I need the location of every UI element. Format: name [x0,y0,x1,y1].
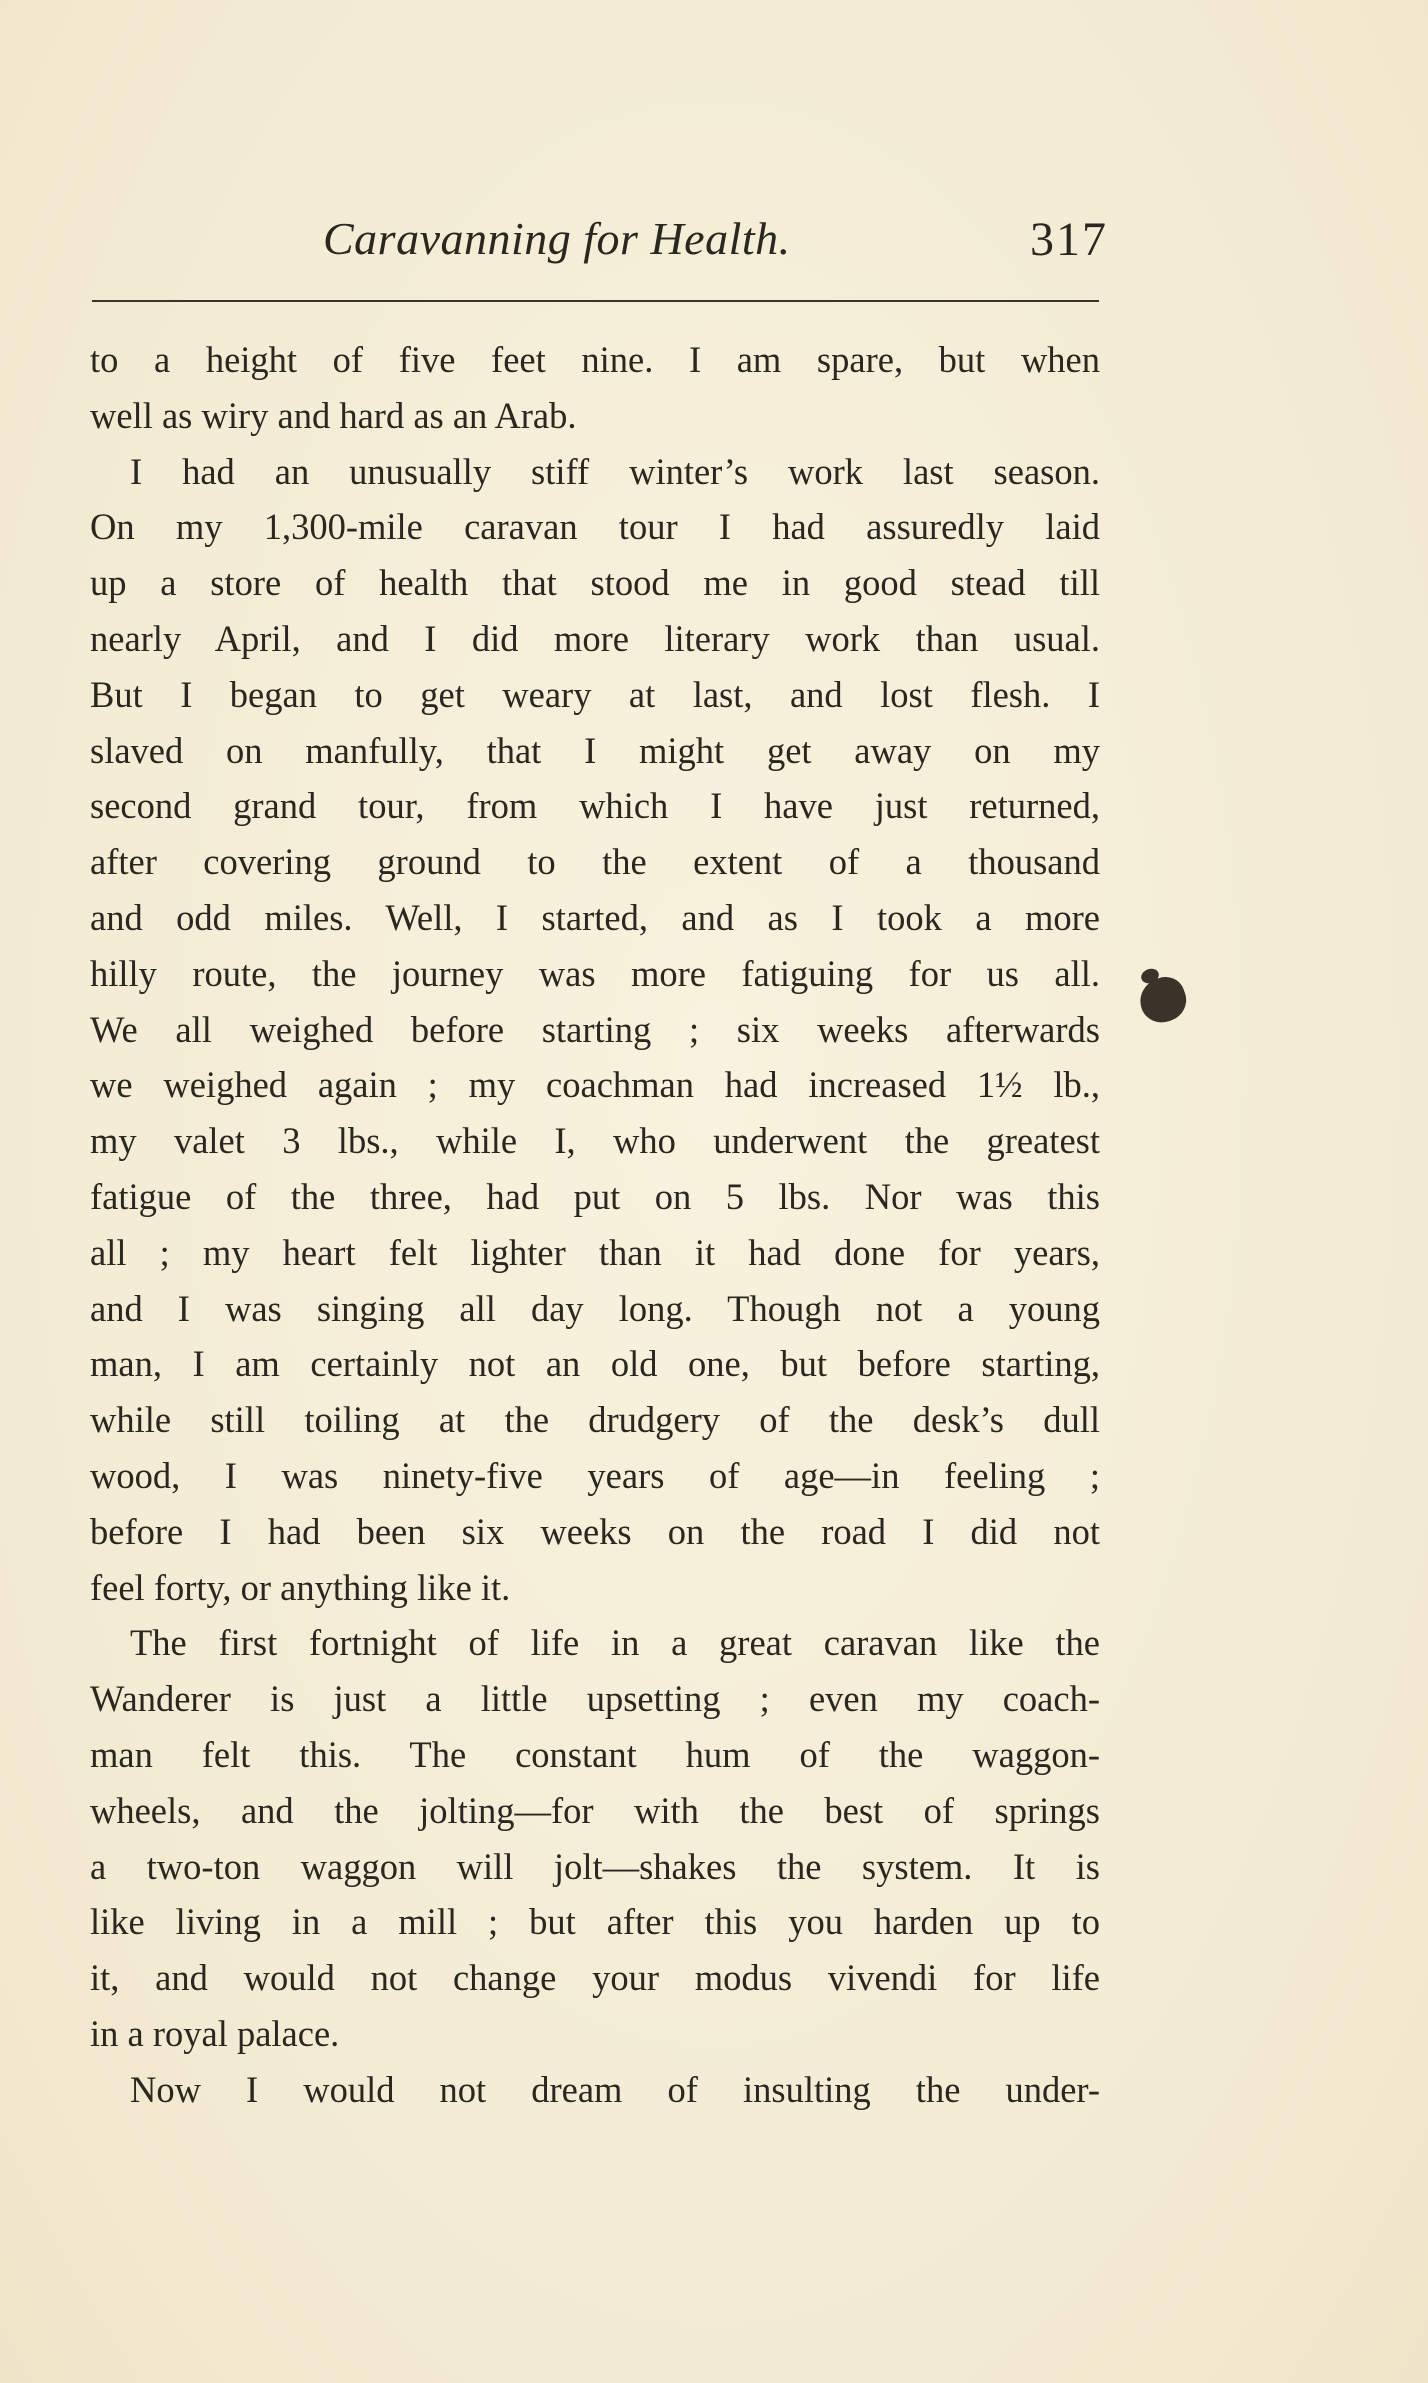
text-line: and odd miles. Well, I started, and as I took a more [90,896,1100,938]
text-line: before I had been six weeks on the road I did not [90,1510,1100,1552]
text-line: slaved on manfully, that I might get away on my [90,729,1100,771]
text-line: second grand tour, from which I have just returned, [90,785,1100,827]
text-line: feel forty, or anything like it. [90,1566,511,1608]
body-text [90,332,1100,2118]
ink-blot [1134,971,1192,1028]
text-line: my valet 3 lbs., while I, who underwent the greatest [90,1120,1100,1162]
text-line: in a royal palace. [90,2012,340,2054]
text-line: and I was singing all day long. Though not a young [90,1287,1100,1329]
page-number: 317 [1030,213,1108,266]
text-line: we weighed again ; my coachman had increased 1½ lb., [90,1064,1100,1106]
text-line: Wanderer is just a little upsetting ; even my coach- [90,1678,1100,1720]
text-line: while still toiling at the drudgery of the desk’s dull [90,1399,1100,1441]
text-line: up a store of health that stood me in good stead till [90,562,1100,604]
text-line: Now I would not dream of insulting the under- [130,2068,1100,2110]
text-line: man felt this. The constant hum of the waggon- [90,1733,1100,1775]
text-line: The first fortnight of life in a great caravan like the [130,1622,1100,1664]
text-line: well as wiry and hard as an Arab. [90,394,577,436]
text-line: On my 1,300-mile caravan tour I had assuredly laid [90,506,1100,548]
text-line: wood, I was ninety-five years of age—in feeling ; [90,1454,1100,1496]
header-rule [92,300,1099,302]
text-line: a two-ton waggon will jolt—shakes the system. It is [90,1845,1100,1887]
text-line: But I began to get weary at last, and lost flesh. I [90,673,1100,715]
text-line: man, I am certainly not an old one, but before starting, [90,1343,1100,1385]
text-line: We all weighed before starting ; six weeks afterwards [90,1008,1100,1050]
text-line: I had an unusually stiff winter’s work last season. [130,450,1100,492]
text-line: after covering ground to the extent of a thousand [90,841,1100,883]
text-line: nearly April, and I did more literary work than usual. [90,617,1100,659]
text-line: all ; my heart felt lighter than it had done for years, [90,1231,1100,1273]
page-header [88,212,1108,282]
text-line: fatigue of the three, had put on 5 lbs. Nor was this [90,1175,1100,1217]
text-line: wheels, and the jolting—for with the best of springs [90,1789,1100,1831]
text-line: like living in a mill ; but after this you harden up to [90,1901,1100,1943]
text-line: to a height of five feet nine. I am spare, but when [90,339,1100,380]
running-head: Caravanning for Health. [323,213,791,264]
text-line: hilly route, the journey was more fatiguing for us all. [90,952,1100,994]
text-line: it, and would not change your modus vivendi for life [90,1957,1100,1999]
